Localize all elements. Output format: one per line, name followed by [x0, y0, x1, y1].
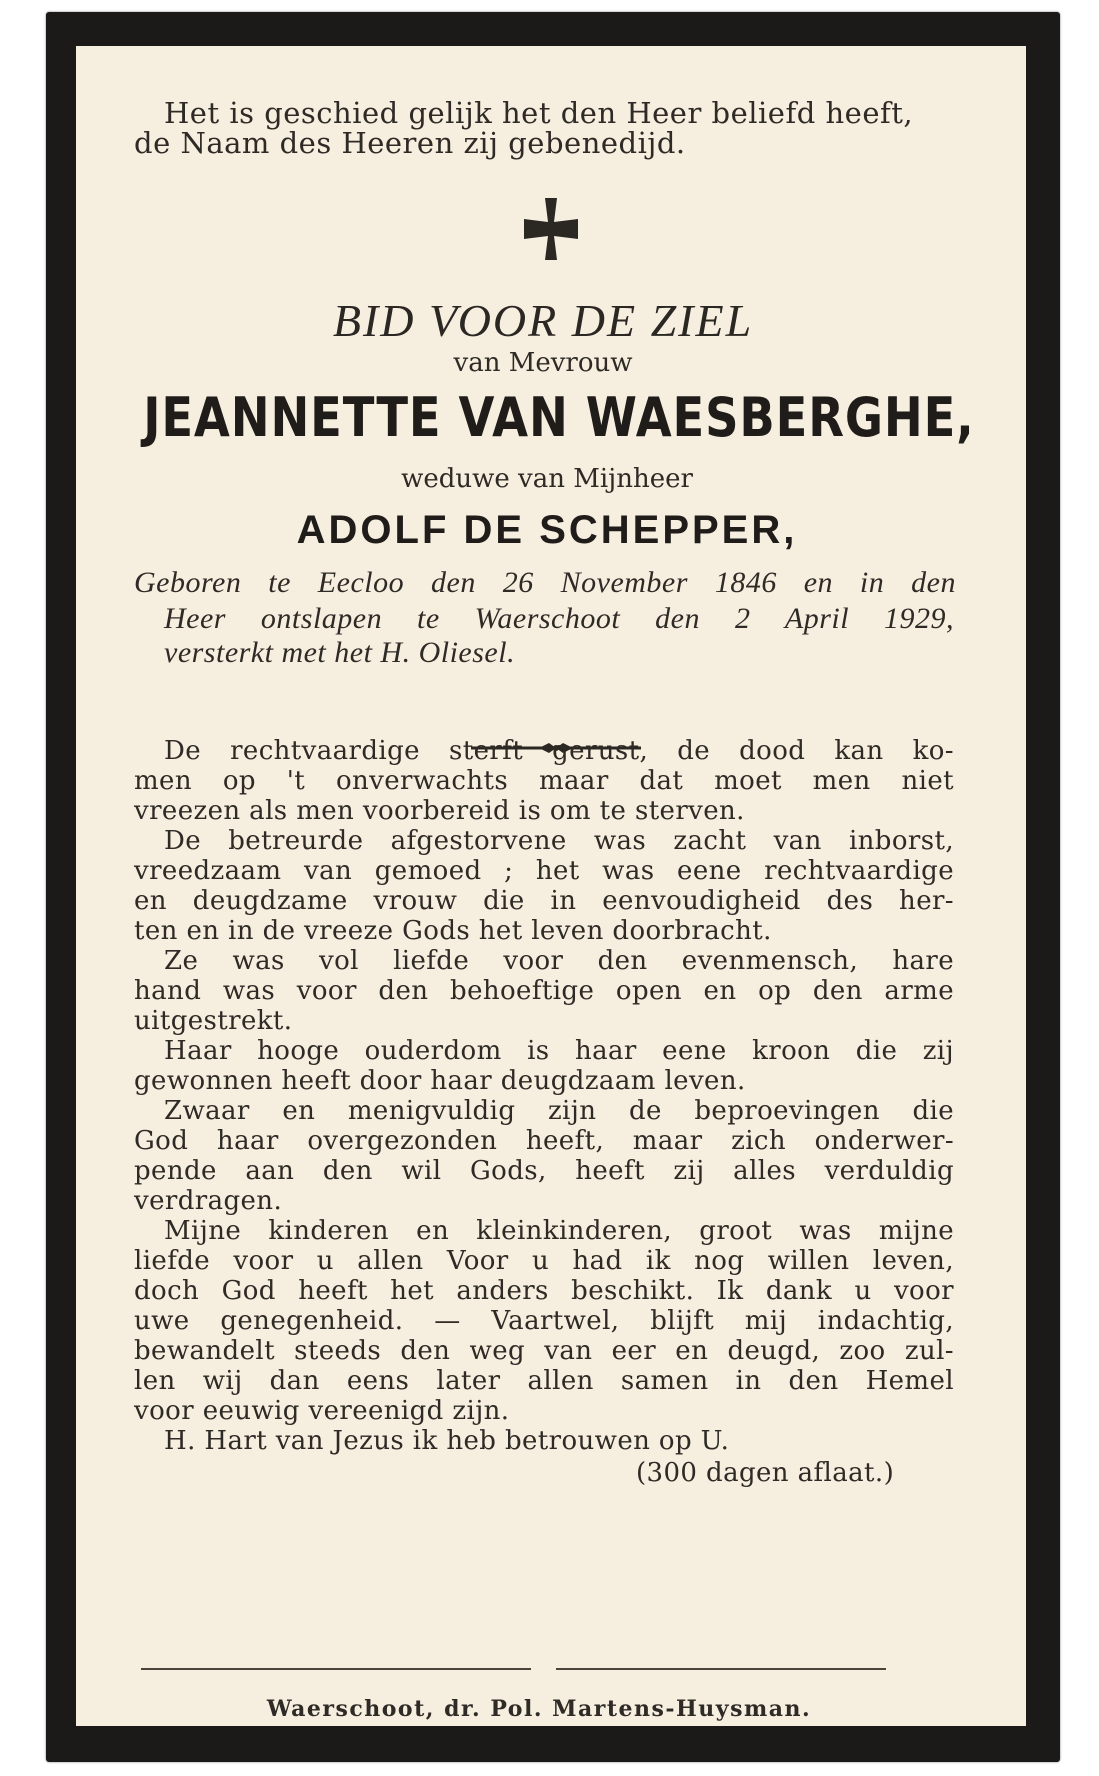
birth-death-line-3: versterkt met het H. Oliesel. [164, 636, 516, 669]
body-line: pende aan den wil Gods, heeft zij alles verduldig [134, 1156, 954, 1186]
body-line: doch God heeft het anders beschikt. Ik dank u voor [134, 1276, 954, 1306]
body-line: vreezen als men voorbereid is om te sterven. [134, 796, 745, 826]
body-line: uwe genegenheid. — Vaartwel, blijft mij indachtig, [134, 1306, 954, 1336]
body-line: len wij dan eens later allen samen in den Hemel [134, 1366, 954, 1396]
card-paper [76, 46, 1026, 1726]
memorial-card [46, 12, 1060, 1762]
footer-rule-right [556, 1668, 886, 1670]
body-line: hand was voor den behoeftige open en op den arme [134, 976, 954, 1006]
body-line: De rechtvaardige sterft gerust, de dood kan ko- [164, 736, 954, 766]
body-line: verdragen. [134, 1186, 283, 1216]
body-line: H. Hart van Jezus ik heb betrouwen op U. [164, 1426, 730, 1456]
body-line: liefde voor u allen Voor u had ik nog willen leven, [134, 1246, 954, 1276]
body-line: Ze was vol liefde voor den evenmensch, hare [164, 946, 954, 976]
body-line: ten en in de vreeze Gods het leven doorbracht. [134, 916, 772, 946]
body-line: Haar hooge ouderdom is haar eene kroon die zij [164, 1036, 954, 1066]
prayer-heading: BID VOOR DE ZIEL [332, 295, 754, 346]
birth-death-line-1: Geboren te Eecloo den 26 November 1846 en in den [134, 566, 956, 599]
van-mevrouw-label: van Mevrouw [453, 348, 633, 378]
birth-death-line-2: Heer ontslapen te Waerschoot den 2 April 1929, [164, 602, 954, 635]
widow-of-label: weduwe van Mijnheer [401, 464, 693, 494]
footer-rule-left [141, 1668, 531, 1670]
body-line: bewandelt steeds den weg van eer en deugd, zoo zul- [134, 1336, 954, 1366]
printer-imprint: Waerschoot, dr. Pol. Martens-Huysman. [266, 1696, 812, 1722]
body-line: men op 't onverwachts maar dat moet men niet [134, 766, 954, 796]
cross-icon [518, 196, 584, 262]
opening-verse-line-2: de Naam des Heeren zij gebenedijd. [134, 126, 686, 160]
body-line: gewonnen heeft door haar deugdzaam leven. [134, 1066, 746, 1096]
indulgence-note: (300 dagen aflaat.) [636, 1458, 895, 1488]
body-line: en deugdzame vrouw die in eenvoudigheid des her- [134, 886, 954, 916]
body-line: God haar overgezonden heeft, maar zich onderwer- [134, 1126, 954, 1156]
husband-name: ADOLF DE SCHEPPER, [296, 508, 798, 552]
body-line: vreedzaam van gemoed ; het was eene rechtvaardige [134, 856, 954, 886]
body-line: uitgestrekt. [134, 1006, 293, 1036]
body-line: Mijne kinderen en kleinkinderen, groot was mijne [164, 1216, 954, 1246]
opening-verse-line-1: Het is geschied gelijk het den Heer beliefd heeft, [164, 96, 914, 130]
body-line: voor eeuwig vereenigd zijn. [134, 1396, 510, 1426]
deceased-name: JEANNETTE VAN WAESBERGHE, [143, 386, 975, 449]
body-line: De betreurde afgestorvene was zacht van inborst, [164, 826, 954, 856]
body-line: Zwaar en menigvuldig zijn de beproevingen die [164, 1096, 954, 1126]
